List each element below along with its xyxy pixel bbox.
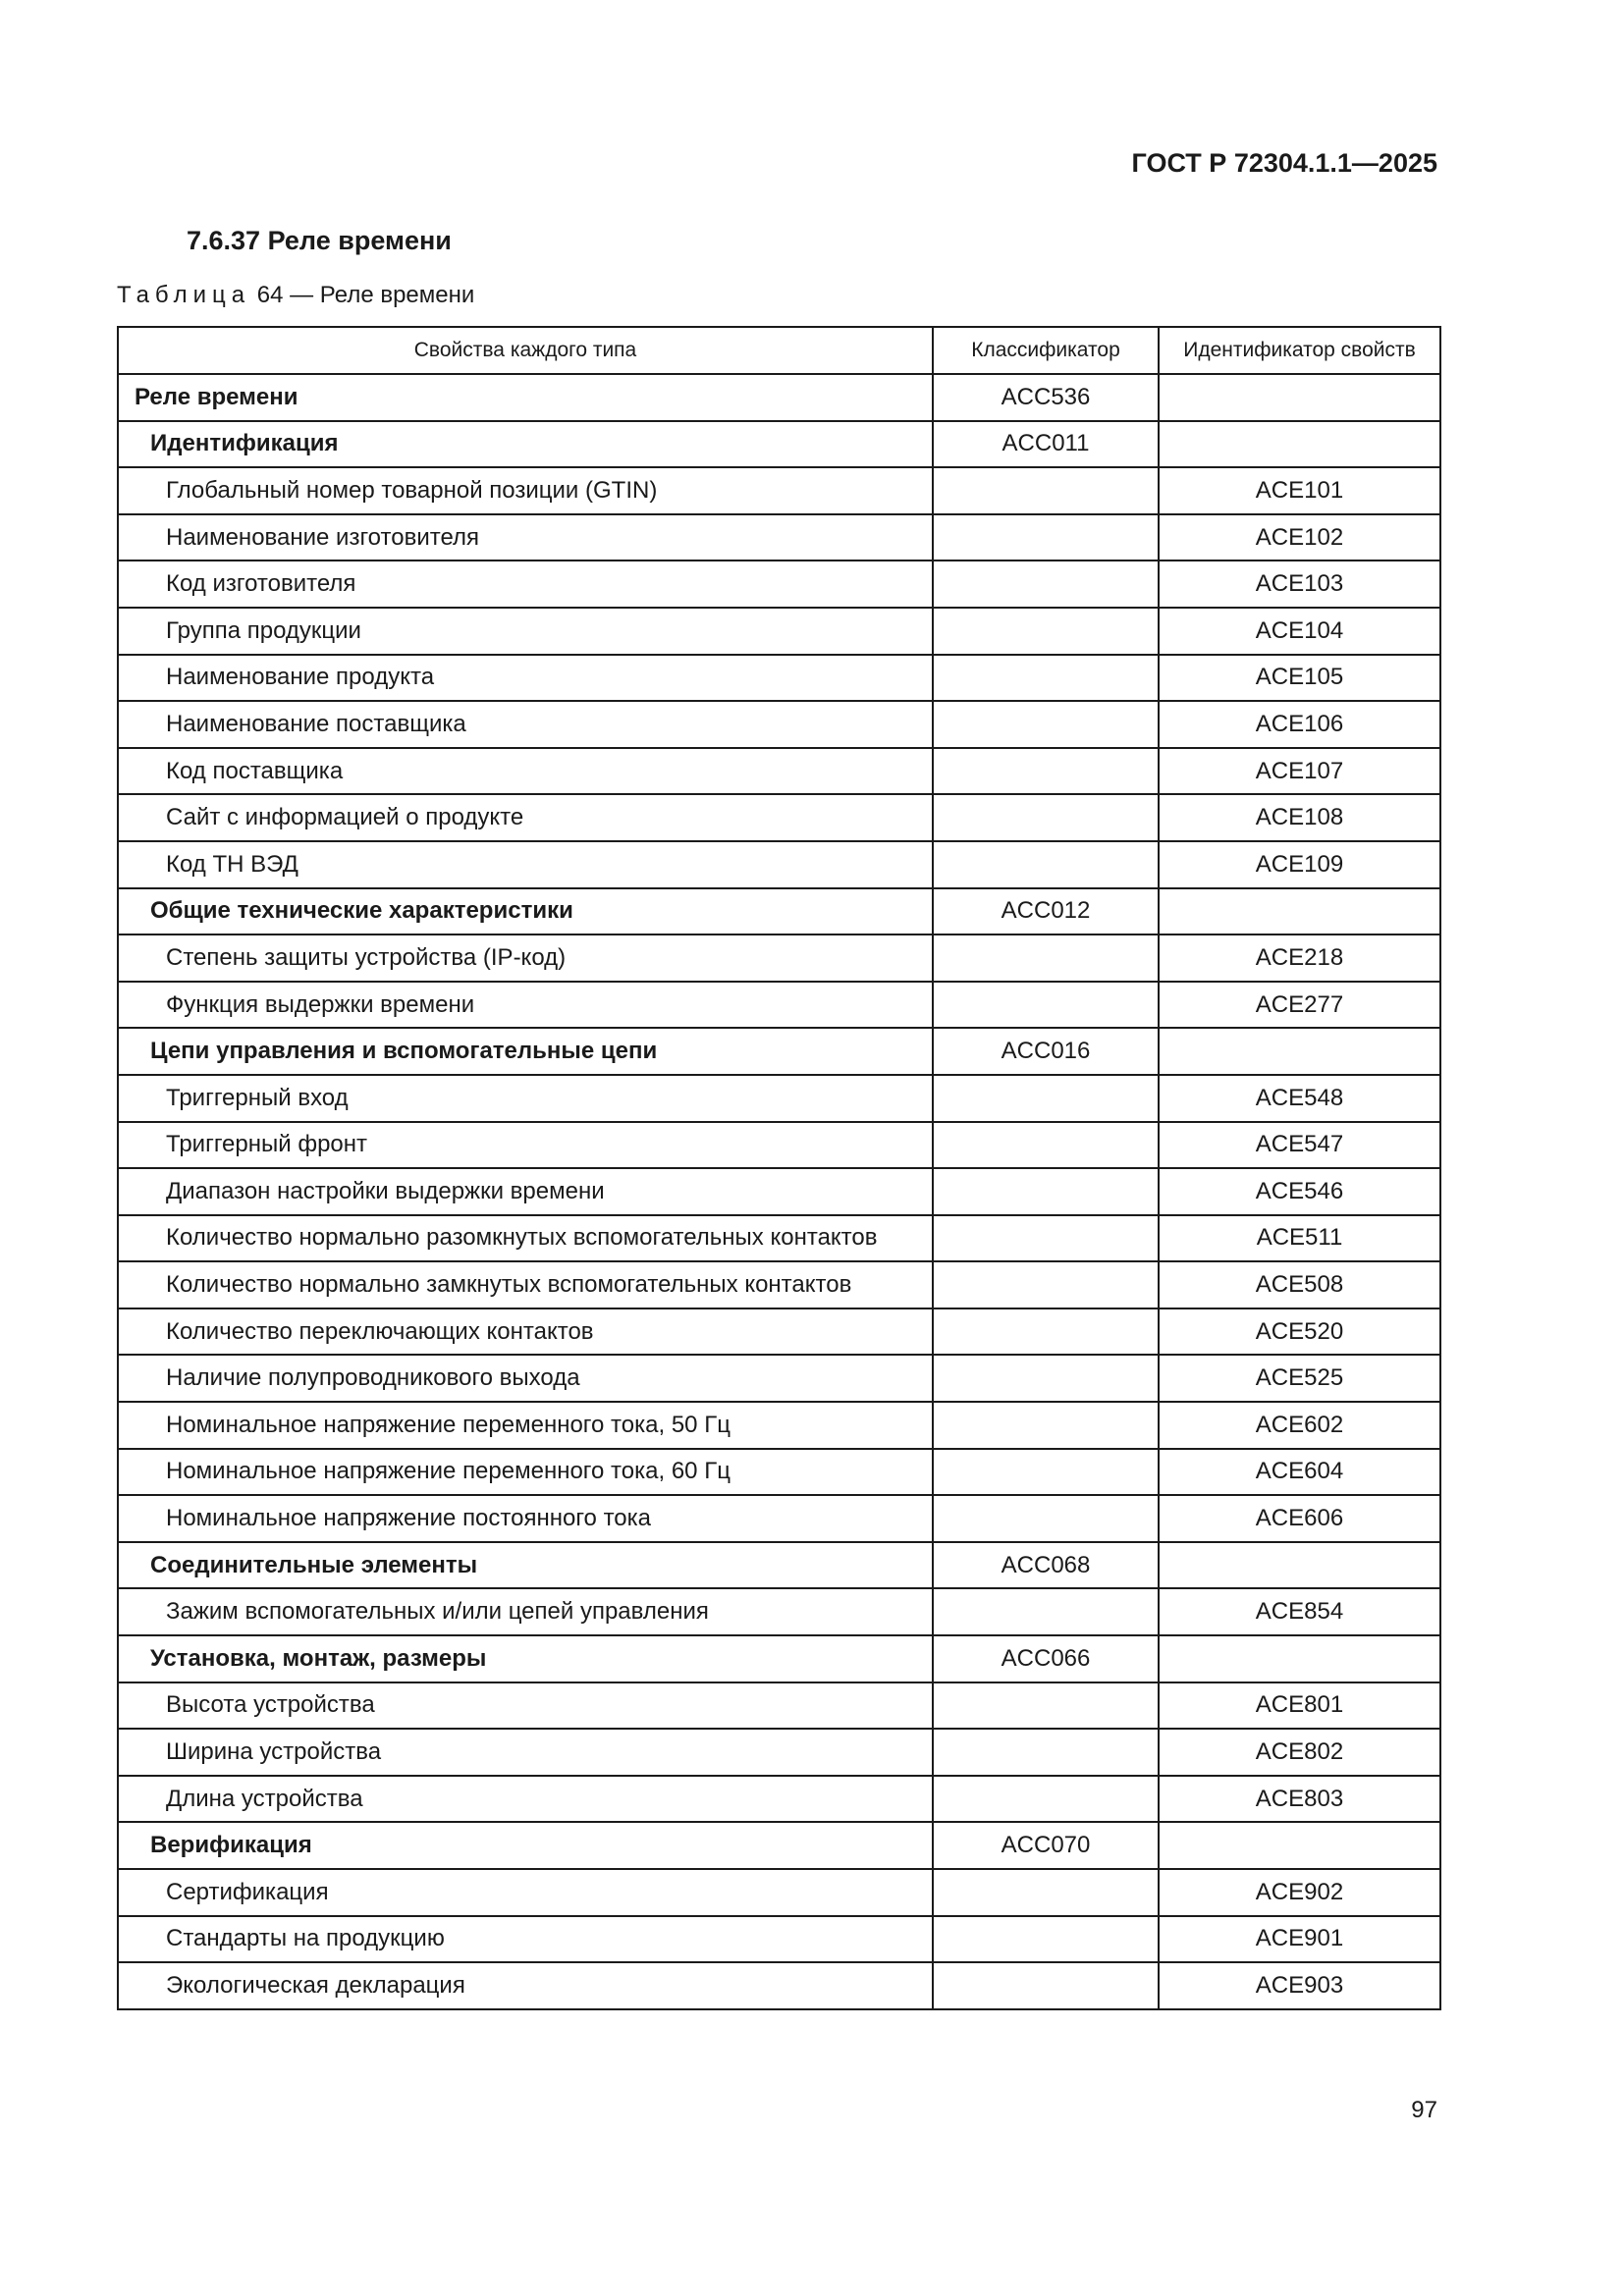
classifier-cell — [933, 1075, 1159, 1122]
table-row — [118, 561, 1440, 608]
table-row — [118, 1962, 1440, 2009]
table-row — [118, 794, 1440, 841]
table-row — [118, 701, 1440, 748]
property-name-cell: Группа продукции — [118, 608, 933, 655]
table-row — [118, 1495, 1440, 1542]
property-name-cell: Идентификация — [118, 421, 933, 468]
table-row — [118, 982, 1440, 1029]
property-name-cell: Наличие полупроводникового выхода — [118, 1355, 933, 1402]
property-id-cell: ACE508 — [1159, 1261, 1440, 1308]
classifier-cell: ACC070 — [933, 1822, 1159, 1869]
property-name-cell: Установка, монтаж, размеры — [118, 1635, 933, 1682]
classifier-cell — [933, 794, 1159, 841]
property-name-cell: Сайт с информацией о продукте — [118, 794, 933, 841]
property-id-cell — [1159, 1822, 1440, 1869]
table-row — [118, 467, 1440, 514]
table-row — [118, 1308, 1440, 1356]
classifier-cell: ACC011 — [933, 421, 1159, 468]
table-row — [118, 514, 1440, 561]
classifier-cell — [933, 1122, 1159, 1169]
property-id-cell: ACE854 — [1159, 1588, 1440, 1635]
classifier-cell — [933, 934, 1159, 982]
property-id-cell: ACE604 — [1159, 1449, 1440, 1496]
property-name-cell: Реле времени — [118, 374, 933, 421]
table-caption — [117, 282, 474, 309]
classifier-cell — [933, 1588, 1159, 1635]
classifier-cell — [933, 1729, 1159, 1776]
classifier-cell — [933, 1308, 1159, 1356]
property-id-cell: ACE801 — [1159, 1682, 1440, 1730]
property-id-cell — [1159, 1635, 1440, 1682]
classifier-cell — [933, 1449, 1159, 1496]
table-row — [118, 1122, 1440, 1169]
table-row — [118, 1215, 1440, 1262]
property-id-cell: ACE102 — [1159, 514, 1440, 561]
classifier-cell — [933, 1355, 1159, 1402]
property-name-cell: Количество нормально разомкнутых вспомогательных контактов — [118, 1215, 933, 1262]
table-row — [118, 1402, 1440, 1449]
property-name-cell: Цепи управления и вспомогательные цепи — [118, 1028, 933, 1075]
property-name-cell: Сертификация — [118, 1869, 933, 1916]
property-name-cell: Ширина устройства — [118, 1729, 933, 1776]
property-id-cell: ACE107 — [1159, 748, 1440, 795]
table-row — [118, 1776, 1440, 1823]
property-name-cell: Код ТН ВЭД — [118, 841, 933, 888]
property-id-cell: ACE903 — [1159, 1962, 1440, 2009]
property-name-cell: Количество переключающих контактов — [118, 1308, 933, 1356]
classifier-cell — [933, 1916, 1159, 1963]
property-id-cell: ACE520 — [1159, 1308, 1440, 1356]
table-row — [118, 608, 1440, 655]
property-name-cell: Номинальное напряжение переменного тока, 60 Гц — [118, 1449, 933, 1496]
table-group-row — [118, 1542, 1440, 1589]
property-name-cell: Код изготовителя — [118, 561, 933, 608]
property-name-cell: Высота устройства — [118, 1682, 933, 1730]
property-name-cell: Глобальный номер товарной позиции (GTIN) — [118, 467, 933, 514]
property-id-cell: ACE606 — [1159, 1495, 1440, 1542]
standard-code: ГОСТ Р 72304.1.1—2025 — [1131, 148, 1437, 178]
classifier-cell — [933, 1215, 1159, 1262]
property-name-cell: Номинальное напряжение постоянного тока — [118, 1495, 933, 1542]
classifier-cell — [933, 514, 1159, 561]
table-row — [118, 1075, 1440, 1122]
table-row — [118, 1916, 1440, 1963]
property-id-cell: ACE277 — [1159, 982, 1440, 1029]
property-name-cell: Зажим вспомогательных и/или цепей управления — [118, 1588, 933, 1635]
property-id-cell: ACE101 — [1159, 467, 1440, 514]
property-name-cell: Триггерный вход — [118, 1075, 933, 1122]
classifier-cell — [933, 1962, 1159, 2009]
properties-table — [117, 326, 1441, 2010]
property-name-cell: Код поставщика — [118, 748, 933, 795]
table-row — [118, 1261, 1440, 1308]
classifier-cell: ACC012 — [933, 888, 1159, 935]
table-row — [118, 655, 1440, 702]
property-name-cell: Наименование изготовителя — [118, 514, 933, 561]
property-name-cell: Длина устройства — [118, 1776, 933, 1823]
table-caption-title: 64 — Реле времени — [250, 282, 475, 308]
property-name-cell: Диапазон настройки выдержки времени — [118, 1168, 933, 1215]
classifier-cell — [933, 1261, 1159, 1308]
column-header-properties: Свойства каждого типа — [118, 327, 933, 374]
property-name-cell: Наименование продукта — [118, 655, 933, 702]
property-name-cell: Экологическая декларация — [118, 1962, 933, 2009]
property-id-cell: ACE511 — [1159, 1215, 1440, 1262]
classifier-cell: ACC536 — [933, 374, 1159, 421]
section-heading: 7.6.37 Реле времени — [187, 226, 452, 255]
table-group-row — [118, 1822, 1440, 1869]
classifier-cell — [933, 1168, 1159, 1215]
property-name-cell: Общие технические характеристики — [118, 888, 933, 935]
property-name-cell: Верификация — [118, 1822, 933, 1869]
table-body — [118, 374, 1440, 2009]
property-id-cell — [1159, 888, 1440, 935]
table-row — [118, 1168, 1440, 1215]
classifier-cell — [933, 1869, 1159, 1916]
property-id-cell: ACE902 — [1159, 1869, 1440, 1916]
classifier-cell — [933, 1776, 1159, 1823]
property-id-cell: ACE218 — [1159, 934, 1440, 982]
property-name-cell: Функция выдержки времени — [118, 982, 933, 1029]
classifier-cell: ACC068 — [933, 1542, 1159, 1589]
property-id-cell: ACE802 — [1159, 1729, 1440, 1776]
classifier-cell: ACC016 — [933, 1028, 1159, 1075]
column-header-classifier: Классификатор — [933, 327, 1159, 374]
table-group-row — [118, 888, 1440, 935]
property-name-cell: Триггерный фронт — [118, 1122, 933, 1169]
property-id-cell — [1159, 374, 1440, 421]
classifier-cell — [933, 748, 1159, 795]
table-group-row — [118, 1635, 1440, 1682]
classifier-cell — [933, 608, 1159, 655]
property-id-cell: ACE901 — [1159, 1916, 1440, 1963]
classifier-cell — [933, 561, 1159, 608]
table-row — [118, 1449, 1440, 1496]
classifier-cell — [933, 1495, 1159, 1542]
table-row — [118, 1588, 1440, 1635]
property-id-cell: ACE104 — [1159, 608, 1440, 655]
property-id-cell: ACE803 — [1159, 1776, 1440, 1823]
property-id-cell — [1159, 421, 1440, 468]
classifier-cell — [933, 1682, 1159, 1730]
property-id-cell: ACE546 — [1159, 1168, 1440, 1215]
table-group-row — [118, 1028, 1440, 1075]
table-row — [118, 934, 1440, 982]
page-number: 97 — [1411, 2097, 1437, 2123]
property-name-cell: Соединительные элементы — [118, 1542, 933, 1589]
classifier-cell — [933, 841, 1159, 888]
table-header-row — [118, 327, 1440, 374]
property-id-cell: ACE103 — [1159, 561, 1440, 608]
table-group-row — [118, 421, 1440, 468]
classifier-cell — [933, 467, 1159, 514]
table-row — [118, 748, 1440, 795]
property-name-cell: Стандарты на продукцию — [118, 1916, 933, 1963]
table-row — [118, 1682, 1440, 1730]
property-id-cell: ACE547 — [1159, 1122, 1440, 1169]
property-id-cell — [1159, 1542, 1440, 1589]
table-row — [118, 1869, 1440, 1916]
property-name-cell: Номинальное напряжение переменного тока, 50 Гц — [118, 1402, 933, 1449]
classifier-cell — [933, 1402, 1159, 1449]
property-id-cell: ACE602 — [1159, 1402, 1440, 1449]
property-id-cell — [1159, 1028, 1440, 1075]
property-id-cell: ACE525 — [1159, 1355, 1440, 1402]
classifier-cell — [933, 701, 1159, 748]
property-id-cell: ACE105 — [1159, 655, 1440, 702]
property-id-cell: ACE108 — [1159, 794, 1440, 841]
classifier-cell — [933, 982, 1159, 1029]
table-group-row — [118, 374, 1440, 421]
property-name-cell: Наименование поставщика — [118, 701, 933, 748]
table-caption-label: Таблица — [117, 282, 251, 308]
property-name-cell: Количество нормально замкнутых вспомогательных контактов — [118, 1261, 933, 1308]
table-row — [118, 1729, 1440, 1776]
property-id-cell: ACE109 — [1159, 841, 1440, 888]
property-id-cell: ACE106 — [1159, 701, 1440, 748]
property-id-cell: ACE548 — [1159, 1075, 1440, 1122]
classifier-cell: ACC066 — [933, 1635, 1159, 1682]
column-header-property-id: Идентификатор свойств — [1159, 327, 1440, 374]
property-name-cell: Степень защиты устройства (IP-код) — [118, 934, 933, 982]
table-row — [118, 841, 1440, 888]
table-row — [118, 1355, 1440, 1402]
classifier-cell — [933, 655, 1159, 702]
